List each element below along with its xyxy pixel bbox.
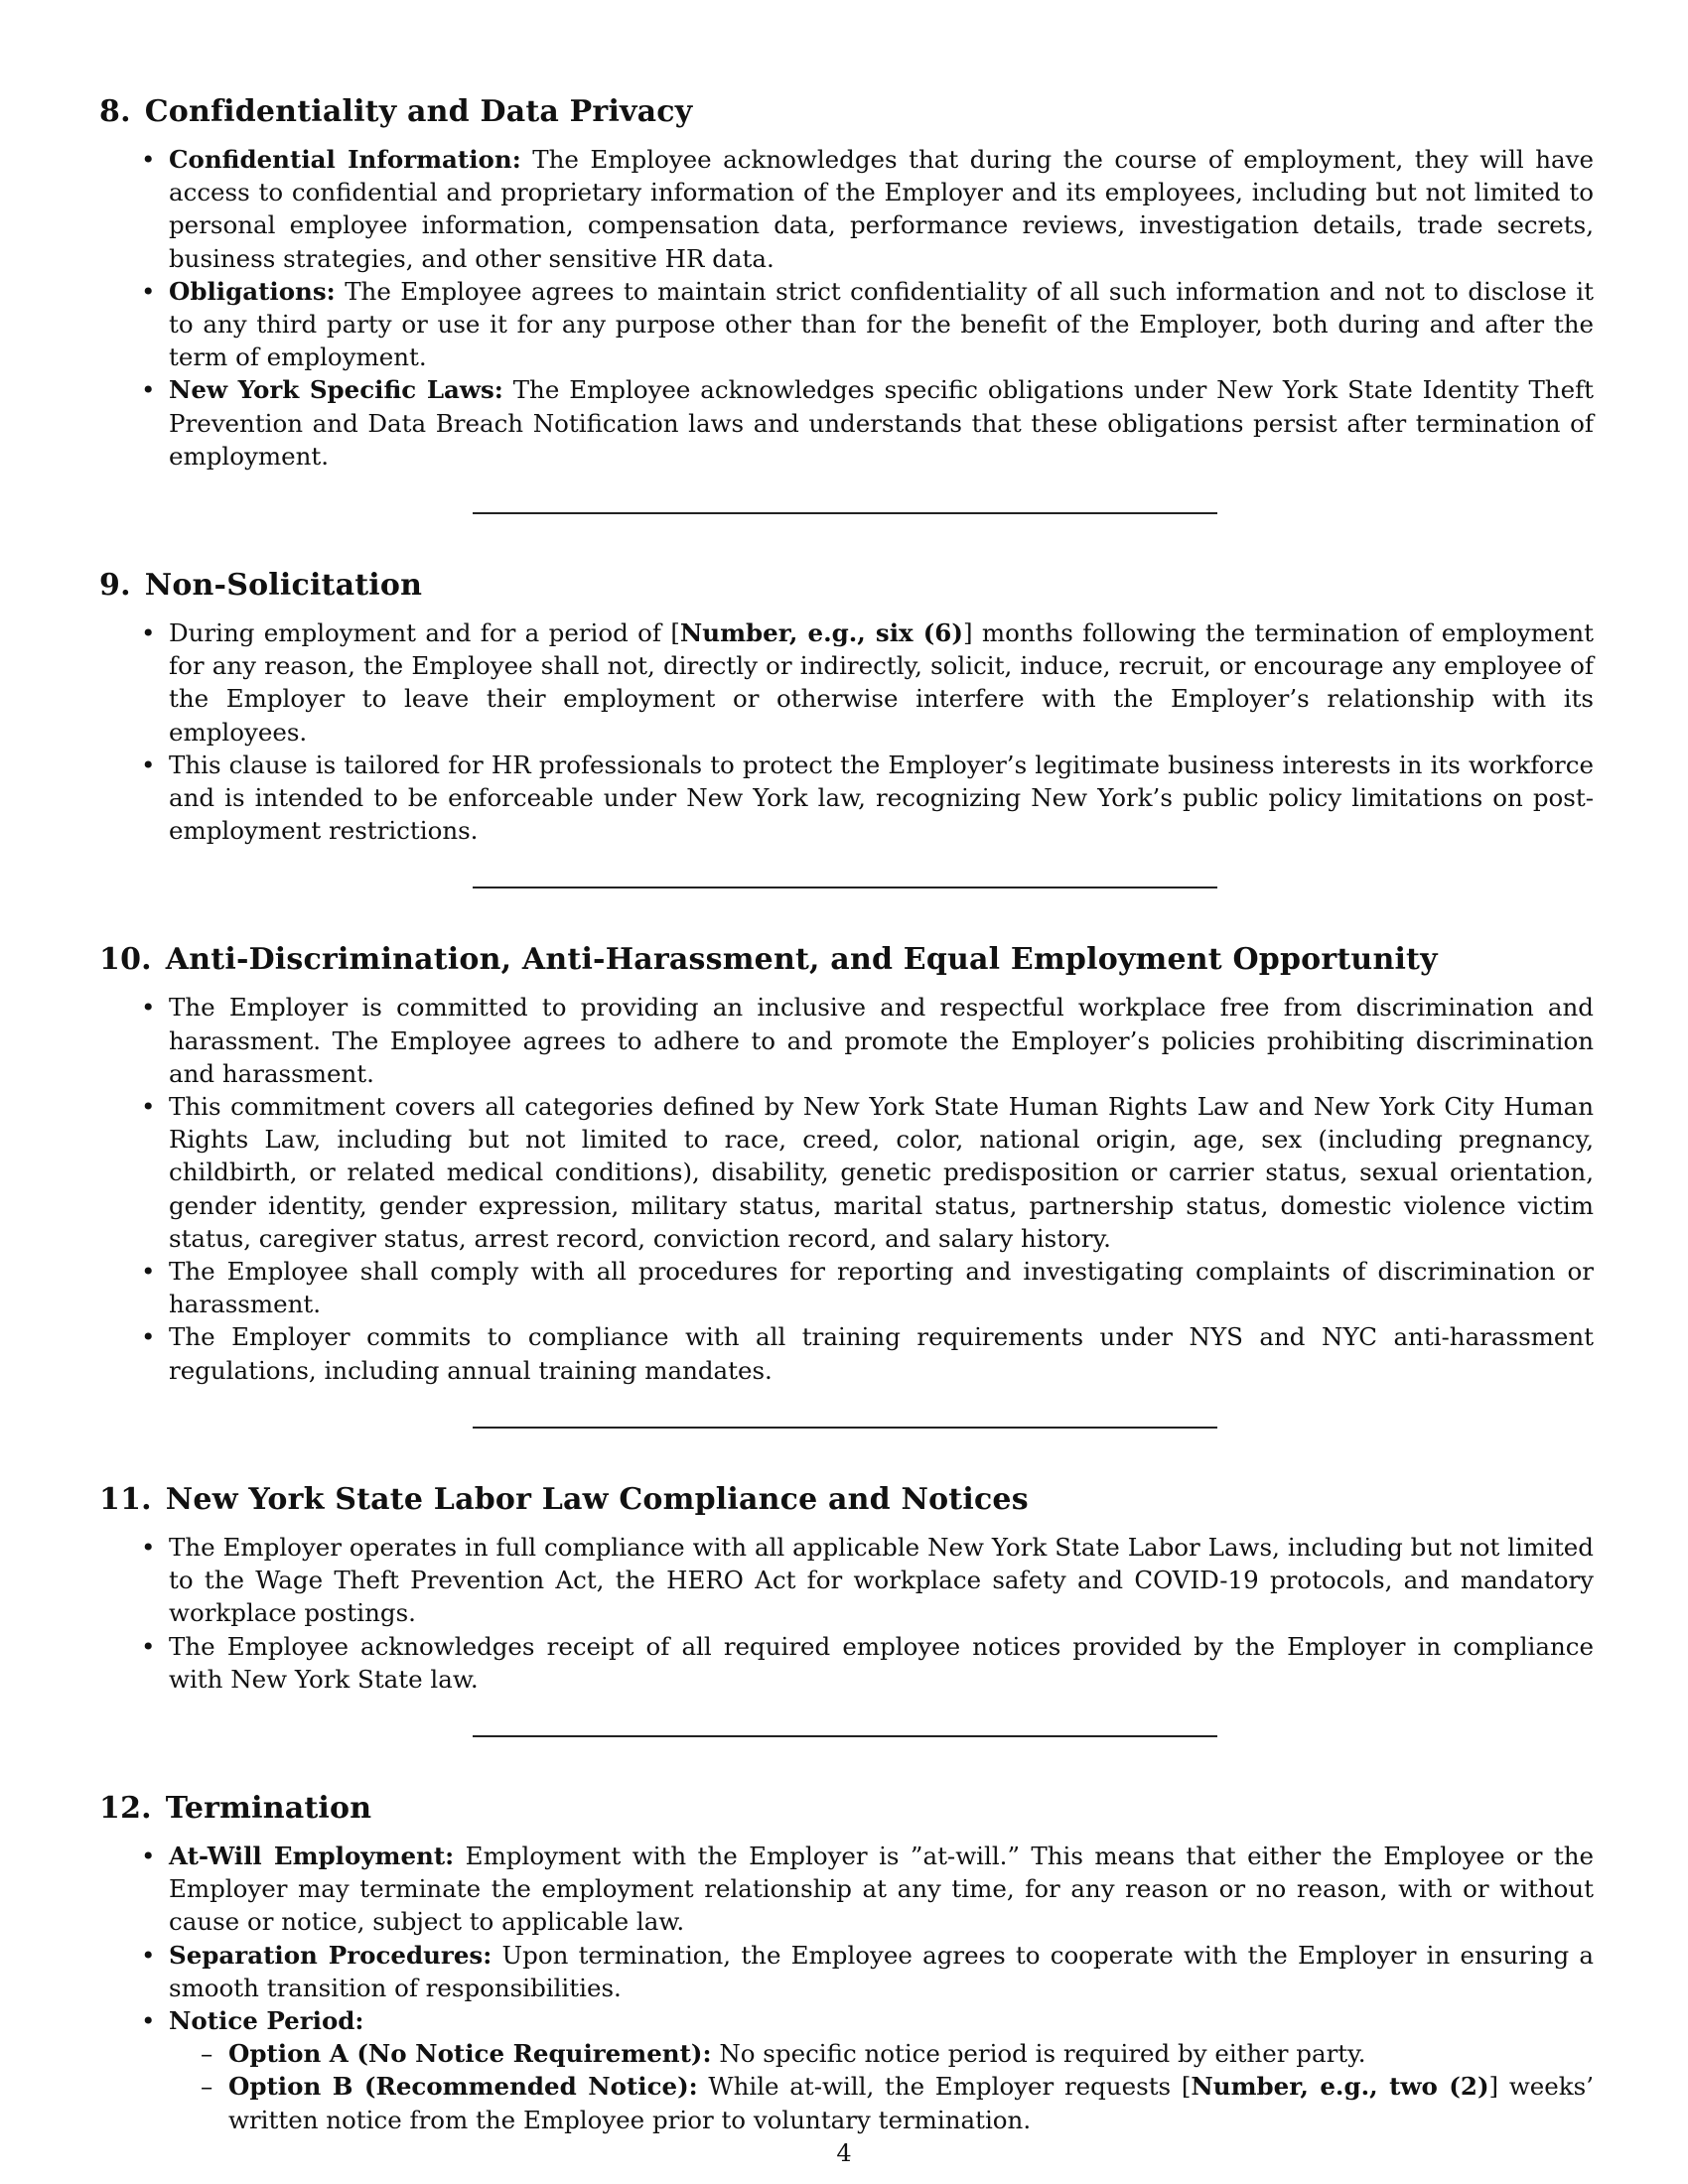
- section-11: [99, 1482, 1594, 1696]
- list-item: • The Employer commits to compliance with all training requirements under NYS and NYC anti-harassment regulations, including annual training mandates.: [169, 1320, 1594, 1386]
- list-item: • The Employee shall comply with all procedures for reporting and investigating complaints of discrimination or harassment.: [169, 1255, 1594, 1320]
- list-item: • Separation Procedures: Upon termination, the Employee agrees to cooperate with the Employer in ensuring a smooth transition of responsibilities.: [169, 1939, 1594, 2004]
- bullet-list: [99, 616, 1594, 847]
- list-item: • During employment and for a period of [Number, e.g., six (6)] months following the termination of employment for any reason, the Employee shall not, directly or indirectly, solicit, induce, recruit, or encourage any employee of the Employer to leave their employment or otherwise interfere with the Employer’s relationship with its employees.: [169, 616, 1594, 749]
- section-10: [99, 942, 1594, 1386]
- list-item: • The Employer operates in full compliance with all applicable New York State Labor Laws, including but not limited to the Wage Theft Prevention Act, the HERO Act for workplace safety and COVID-19 protocols, and mandatory workplace postings.: [169, 1531, 1594, 1630]
- page-number: 4: [836, 2139, 852, 2167]
- list-item: • This clause is tailored for HR professionals to protect the Employer’s legitimate business interests in its workforce and is intended to be enforceable under New York law, recognizing New York’s public policy limitations on post-employment restrictions.: [169, 749, 1594, 848]
- list-item: • New York Specific Laws: The Employee acknowledges specific obligations under New York State Identity Theft Prevention and Data Breach Notification laws and understands that these obligations persist after termination of employment.: [169, 373, 1594, 473]
- section-heading: 12. Termination: [99, 1790, 372, 1826]
- section-heading: 8. Confidentiality and Data Privacy: [99, 94, 693, 129]
- list-item: • At-Will Employment: Employment with the Employer is ”at-will.” This means that either the Employee or the Employer may terminate the employment relationship at any time, for any reason or no reason, with or without cause or notice, subject to applicable law.: [169, 1840, 1594, 1939]
- section-divider: [473, 512, 1217, 514]
- section-heading: 9. Non-Solicitation: [99, 568, 423, 604]
- bullet-list: [99, 1531, 1594, 1696]
- section-divider: [473, 1427, 1217, 1429]
- sub-list-item: – Option A (No Notice Requirement): No specific notice period is required by either party.: [228, 2037, 1594, 2070]
- section-12: [99, 1791, 1594, 2136]
- section-8: [99, 94, 1594, 473]
- section-heading: 10. Anti-Discrimination, Anti-Harassment, and Equal Employment Opportunity: [99, 942, 1438, 978]
- list-item: • Confidential Information: The Employee acknowledges that during the course of employment, they will have access to confidential and proprietary information of the Employer and its employees, including but not limited to personal employee information, compensation data, performance reviews, investigation details, trade secrets, business strategies, and other sensitive HR data.: [169, 143, 1594, 275]
- list-item: • The Employer is committed to providing an inclusive and respectful workplace free from discrimination and harassment. The Employee agrees to adhere to and promote the Employer’s policies prohibiting discrimination and harassment.: [169, 991, 1594, 1090]
- list-item: • Obligations: The Employee agrees to maintain strict confidentiality of all such information and not to disclose it to any third party or use it for any purpose other than for the benefit of the Employer, both during and after the term of employment.: [169, 275, 1594, 374]
- bullet-list: [99, 143, 1594, 473]
- sub-list: [169, 2037, 1594, 2136]
- document-page: [99, 94, 1594, 2136]
- bullet-list: [99, 991, 1594, 1386]
- sub-list-item: – Option B (Recommended Notice): While at-will, the Employer requests [Number, e.g., two (2)] weeks’ written notice from the Employee prior to voluntary termination.: [228, 2070, 1594, 2135]
- section-divider: [473, 1735, 1217, 1737]
- list-item: • The Employee acknowledges receipt of all required employee notices provided by the Employer in compliance with New York State law.: [169, 1630, 1594, 1696]
- list-item: • Notice Period: – Option A (No Notice Requirement): No specific notice period is required by either party. – Option B (Recommended Notice): While at-will, the Employer requests [Number, e.g., two (2)] weeks’ written notice from the Employee prior to voluntary termination.: [169, 2004, 1594, 2136]
- bullet-list: [99, 1840, 1594, 2136]
- section-9: [99, 568, 1594, 847]
- section-heading: 11. New York State Labor Law Compliance and Notices: [99, 1481, 1029, 1517]
- list-item: • This commitment covers all categories defined by New York State Human Rights Law and New York City Human Rights Law, including but not limited to race, creed, color, national origin, age, sex (including pregnancy, childbirth, or related medical conditions), disability, genetic predisposition or carrier status, sexual orientation, gender identity, gender expression, military status, marital status, partnership status, domestic violence victim status, caregiver status, arrest record, conviction record, and salary history.: [169, 1090, 1594, 1255]
- section-divider: [473, 887, 1217, 888]
